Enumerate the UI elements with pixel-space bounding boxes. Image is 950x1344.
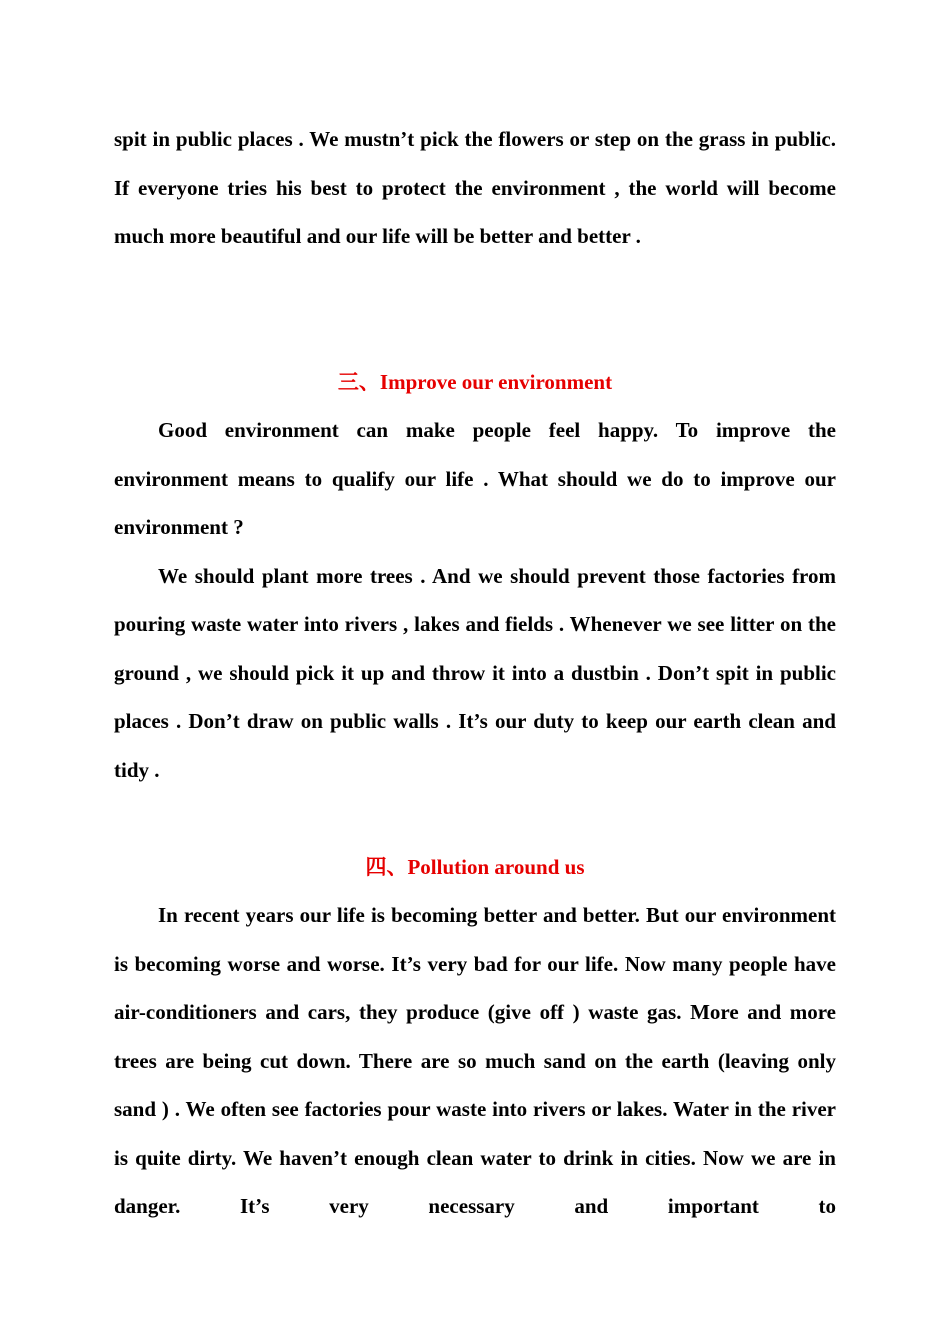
intro-paragraph: spit in public places . We mustn’t pick the flowers or step on the grass in public. If everyone tries his best to protect the environment , the world will become much more beautiful and our life will be better and better . — [114, 127, 836, 248]
section-3-paragraph-1: Good environment can make people feel happy. To improve the environment means to qualify our life . What should we do to improve our environment ? — [114, 418, 836, 539]
section-3-heading: 三、Improve our environment — [337, 369, 613, 394]
section-4-paragraph-1: In recent years our life is becoming better and better. But our environment is becoming worse and worse. It’s very bad for our life. Now many people have air-conditioners and cars, they produce (give off ) waste gas. More and more trees are being cut down. There are so much sand on the earth (leaving only sand ) . We often see factories pour waste into rivers or lakes. Water in the river is quite dirty. We haven’t enough clean water to drink in cities. Now we are in danger. It’s very necessary and important to — [114, 903, 836, 1218]
section-spacer — [114, 794, 836, 843]
section-spacer — [114, 261, 836, 358]
section-3-paragraph-2: We should plant more trees . And we should prevent those factories from pouring waste water into rivers , lakes and fields . Whenever we see litter on the ground , we should pick it up and throw it into a dustbin . Don’t spit in public places . Don’t draw on public walls . It’s our duty to keep our earth clean and tidy . — [114, 563, 836, 782]
document-page — [114, 115, 836, 1231]
section-4-heading: 四、Pollution around us — [365, 854, 585, 879]
